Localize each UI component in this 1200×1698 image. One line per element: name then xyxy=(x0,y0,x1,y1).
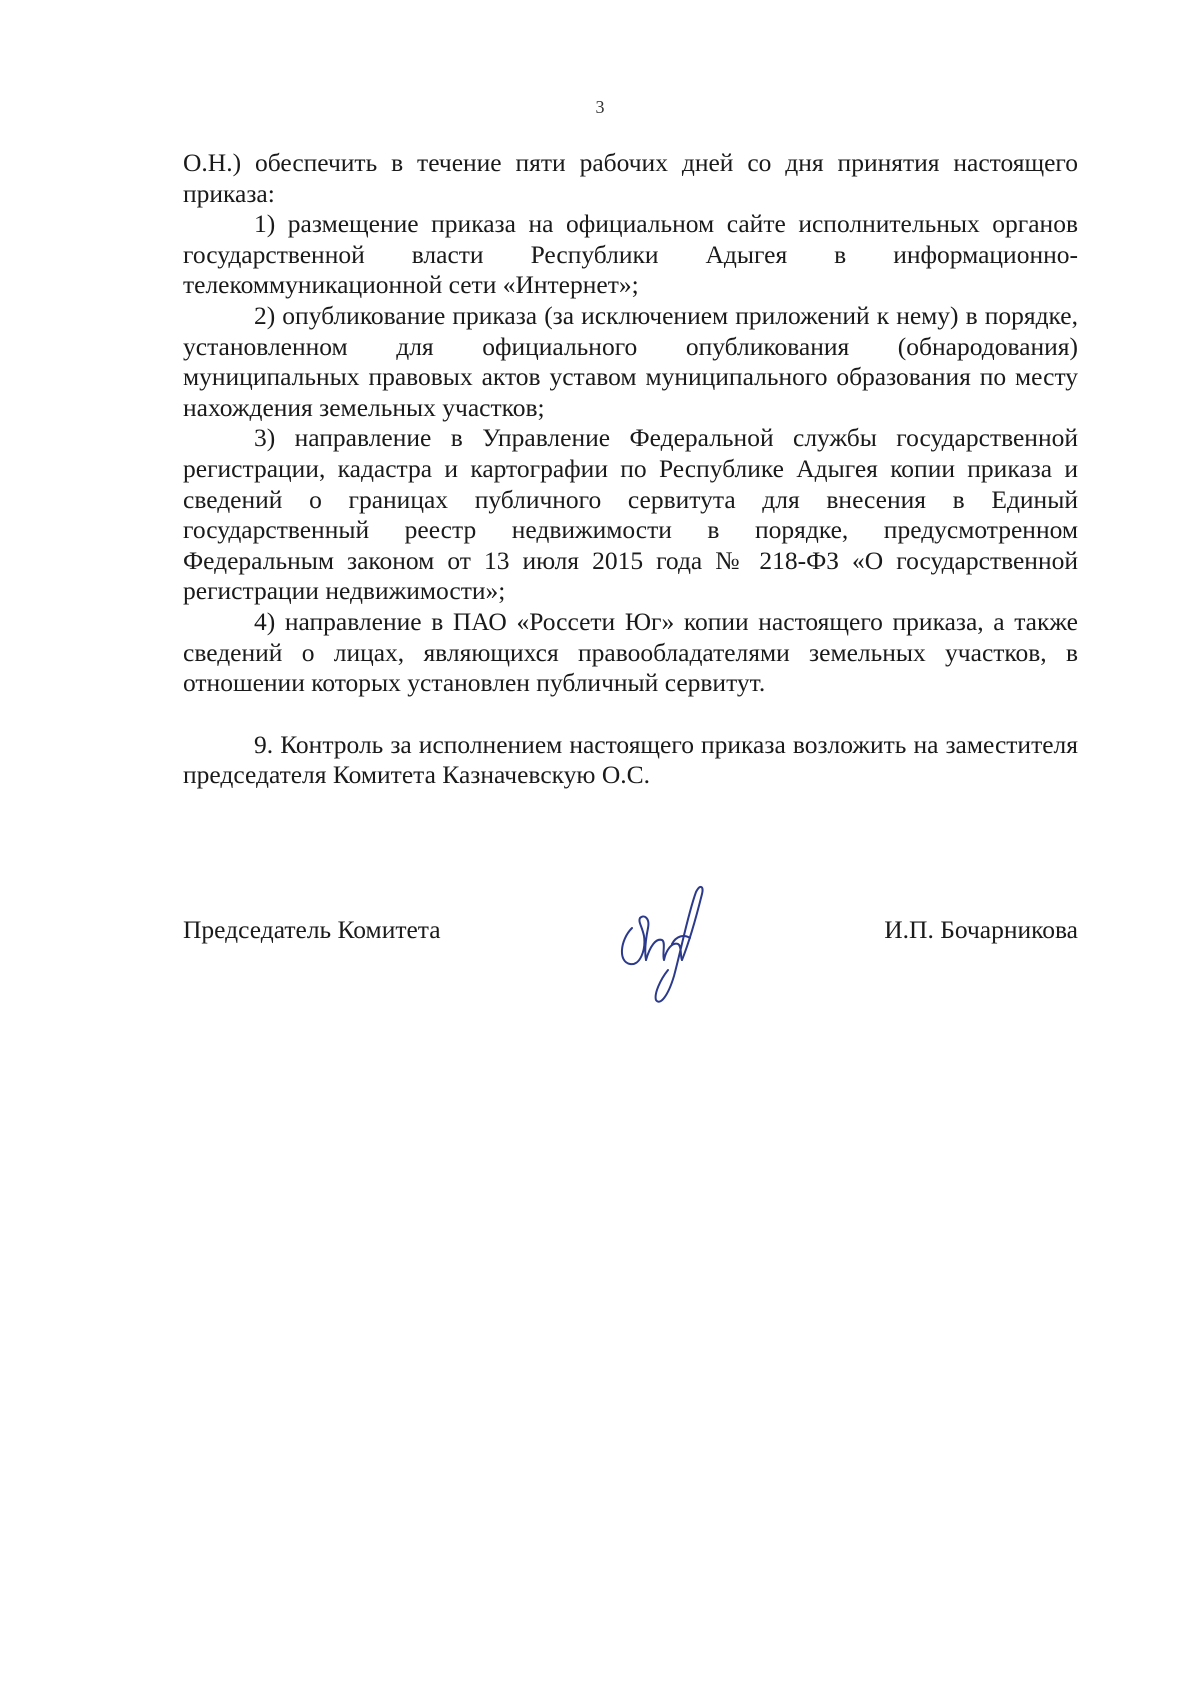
handwritten-signature xyxy=(610,880,720,1010)
paragraph-item-4: 4) направление в ПАО «Россети Юг» копии настоящего приказа, а также сведений о лицах, являющихся правообладателями земельных участков, в отношении которых установлен публичный сервитут. xyxy=(183,606,1078,698)
paragraph-item-3: 3) направление в Управление Федеральной службы государственной регистрации, кадастра и картографии по Республике Адыгея копии приказа и сведений о границах публичного сервитута для внесения в Единый государственный реестр недвижимости в порядке, предусмотренном Федеральным законом от 13 июля 2015 года № 218-ФЗ «О государственной регистрации недвижимости»; xyxy=(183,423,1078,606)
paragraph-item-1: 1) размещение приказа на официальном сайте исполнительных органов государственной власти Республики Адыгея в информационно-телекоммуникационной сети «Интернет»; xyxy=(183,209,1078,300)
signatory-role: Председатель Комитета xyxy=(183,915,441,944)
document-body xyxy=(183,148,1078,791)
paragraph-item-2: 2) опубликование приказа (за исключением приложений к нему) в порядке, установленном для официального опубликования (обнародования) муниципальных правовых актов уставом муниципального образования по месту нахождения земельных участков; xyxy=(183,300,1078,422)
paragraph-clause-9: 9. Контроль за исполнением настоящего приказа возложить на заместителя председателя Комитета Казначевскую О.С. xyxy=(183,729,1078,790)
signatory-name: И.П. Бочарникова xyxy=(884,915,1078,944)
paragraph-intro: О.Н.) обеспечить в течение пяти рабочих дней со дня принятия настоящего приказа: xyxy=(183,148,1078,208)
page-number: 3 xyxy=(595,97,605,117)
